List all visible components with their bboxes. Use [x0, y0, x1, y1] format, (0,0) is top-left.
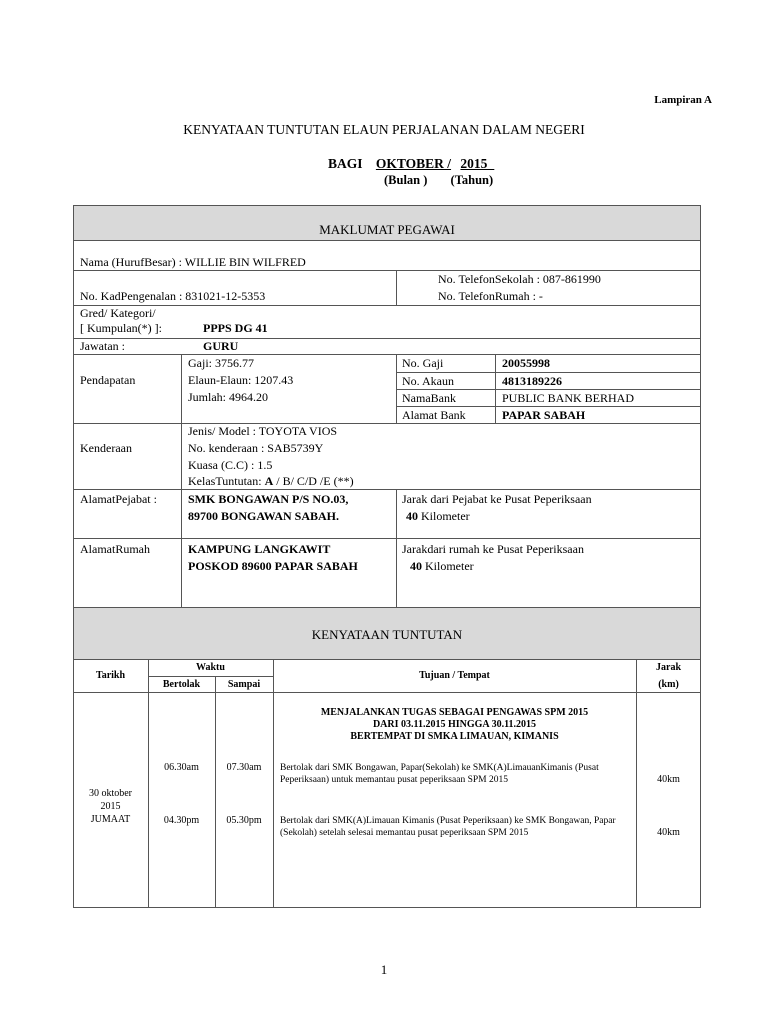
form-title: KENYATAAN TUNTUTAN ELAUN PERJALANAN DALAM NEGERI [183, 122, 585, 137]
trip-jarak: 40km [657, 774, 680, 785]
claim-statement-heading: KENYATAAN TUNTUTAN [311, 627, 463, 642]
tel-sekolah-field: No. TelefonSekolah : 087-861990 [438, 272, 601, 286]
col-sampai: Sampai [227, 679, 261, 690]
purpose-line-3: BERTEMPAT DI SMKA LIMAUAN, KIMANIS [350, 731, 559, 742]
jawatan-value: GURU [203, 339, 239, 353]
bagi-label: BAGI [328, 156, 363, 171]
no-gaji-value: 20055998 [502, 356, 550, 370]
pendapatan-label: Pendapatan [80, 373, 136, 387]
kuasa-field: Kuasa (C.C) : 1.5 [188, 458, 273, 472]
trip-bertolak: 04.30pm [163, 815, 200, 826]
col-jarak-unit: (km) [658, 679, 679, 690]
alamat-bank-value: PAPAR SABAH [502, 408, 586, 422]
col-jarak: Jarak [656, 662, 681, 673]
gaji-field: Gaji: 3756.77 [188, 356, 254, 370]
no-gaji-label: No. Gaji [402, 356, 444, 370]
trip-sampai: 05.30pm [226, 815, 262, 826]
claim-date-line-2: 2015 [100, 801, 121, 812]
col-tarikh: Tarikh [95, 670, 126, 681]
gred-label-1: Gred/ Kategori/ [80, 306, 156, 320]
no-kp-field: No. KadPengenalan : 831021-12-5353 [80, 289, 266, 303]
trip-bertolak: 06.30am [164, 762, 199, 773]
no-akaun-value: 4813189226 [502, 374, 562, 388]
kenderaan-label: Kenderaan [80, 441, 132, 455]
nama-field: Nama (HurufBesar) : WILLIE BIN WILFRED [80, 255, 306, 269]
claim-period [328, 156, 494, 172]
tahun-caption: (Tahun) [450, 173, 494, 187]
col-bertolak: Bertolak [162, 679, 201, 690]
purpose-line-1: MENJALANKAN TUGAS SEBAGAI PENGAWAS SPM 2015 [320, 707, 589, 718]
alamat-pejabat-line-2: 89700 BONGAWAN SABAH. [188, 509, 340, 523]
kelas-label: KelasTuntutan: [188, 474, 262, 488]
tel-rumah-field: No. TelefonRumah : - [438, 289, 543, 303]
jawatan-label: Jawatan : [80, 339, 125, 353]
kelas-value: A [264, 474, 274, 488]
jarak-pejabat [406, 509, 470, 524]
col-waktu: Waktu [196, 662, 225, 673]
kelas-tuntutan-field [188, 474, 354, 489]
jumlah-field: Jumlah: 4964.20 [188, 390, 268, 404]
col-tujuan: Tujuan / Tempat [419, 670, 490, 681]
officer-info-heading: MAKLUMAT PEGAWAI [319, 222, 455, 237]
jarak-pejabat-label: Jarak dari Pejabat ke Pusat Peperiksaan [402, 492, 592, 506]
kilometer-label: Kilometer [421, 509, 470, 523]
lampiran-label: Lampiran A [654, 94, 712, 106]
kilometer-label: Kilometer [425, 559, 474, 573]
trip-tujuan: Bertolak dari SMK Bongawan, Papar(Sekolah) ke SMK(A)LimauanKimanis (Pusat Peperiksaan) untuk memantau pusat peperiksaan SPM 2015 [280, 763, 599, 785]
bulan-value: OKTOBER / [375, 156, 452, 171]
nama-bank-value: PUBLIC BANK BERHAD [502, 391, 635, 405]
no-akaun-label: No. Akaun [402, 374, 454, 388]
page-number: 1 [380, 962, 388, 977]
trip-jarak: 40km [657, 827, 680, 838]
period-captions [384, 173, 493, 188]
gred-value: PPPS DG 41 [203, 321, 268, 335]
claim-date-day: JUMAAT [90, 814, 131, 825]
bulan-caption: (Bulan ) [384, 173, 428, 187]
claim-date-line-1: 30 oktober [88, 788, 133, 799]
kelas-rest: / B/ C/D /E (**) [276, 474, 354, 488]
jarak-pejabat-value: 40 [406, 509, 418, 523]
trip-sampai: 07.30am [226, 762, 262, 773]
elaun-field: Elaun-Elaun: 1207.43 [188, 373, 294, 387]
no-kenderaan-field: No. kenderaan : SAB5739Y [188, 441, 324, 455]
jarak-rumah [410, 559, 474, 574]
nama-bank-label: NamaBank [402, 391, 456, 405]
tahun-value: 2015_ [460, 156, 495, 171]
jarak-rumah-label: Jarakdari rumah ke Pusat Peperiksaan [402, 542, 584, 556]
alamat-rumah-line-2: POSKOD 89600 PAPAR SABAH [188, 559, 358, 573]
alamat-pejabat-line-1: SMK BONGAWAN P/S NO.03, [188, 492, 349, 506]
alamat-rumah-label: AlamatRumah [80, 542, 150, 556]
alamat-pejabat-label: AlamatPejabat : [80, 492, 157, 506]
alamat-rumah-line-1: KAMPUNG LANGKAWIT [188, 542, 331, 556]
gred-label-2: [ Kumpulan(*) ]: [80, 321, 162, 335]
purpose-line-2: DARI 03.11.2015 HINGGA 30.11.2015 [372, 719, 537, 730]
alamat-bank-label: Alamat Bank [402, 408, 466, 422]
jenis-model-field: Jenis/ Model : TOYOTA VIOS [188, 424, 338, 438]
trip-tujuan: Bertolak dari SMK(A)Limauan Kimanis (Pusat Peperiksaan) ke SMK Bongawan, Papar (Sekolah) setelah selesai memantau pusat peperiksaan SPM 2015 [280, 816, 616, 838]
jarak-rumah-value: 40 [410, 559, 422, 573]
